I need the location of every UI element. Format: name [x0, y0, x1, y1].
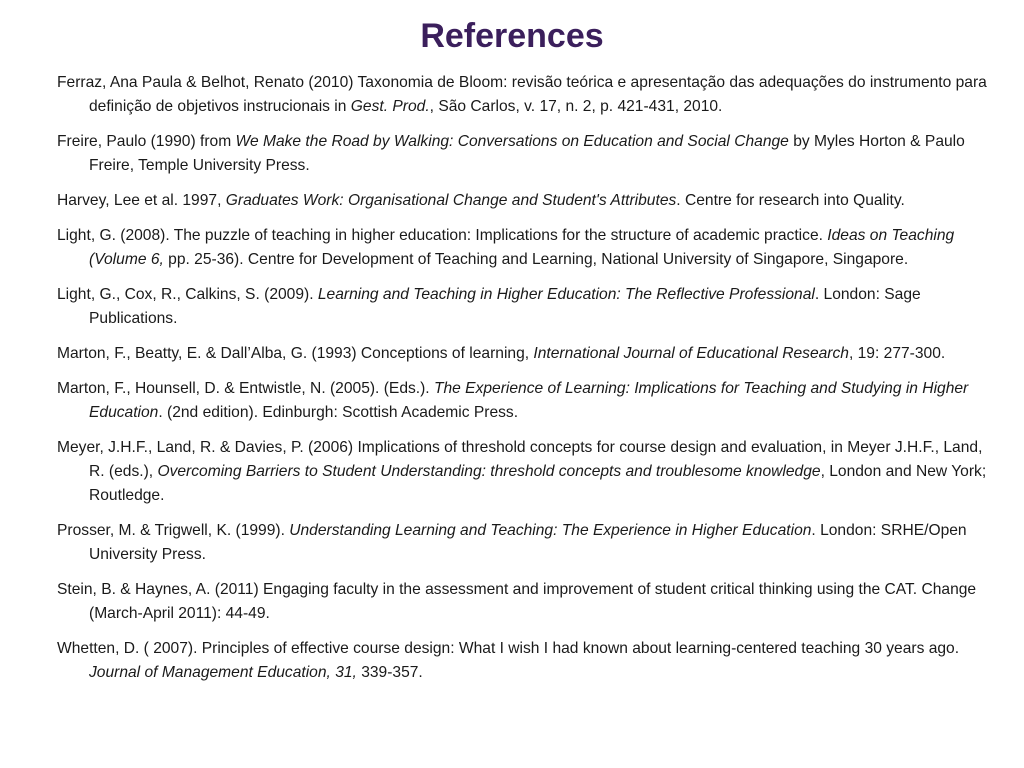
- reference-text-segment: , São Carlos, v. 17, n. 2, p. 421-431, 2010.: [429, 98, 723, 115]
- reference-text-segment: Marton, F., Beatty, E. & Dall’Alba, G. (1993) Conceptions of learning,: [57, 345, 534, 362]
- reference-entry: [57, 224, 991, 272]
- reference-entry: [57, 377, 991, 425]
- reference-entry: [57, 436, 991, 508]
- slide-title: References: [420, 17, 604, 55]
- reference-text-segment: . Centre for research into Quality.: [676, 192, 905, 209]
- reference-entry: [57, 342, 991, 366]
- reference-text-segment: Light, G., Cox, R., Calkins, S. (2009).: [57, 286, 318, 303]
- reference-text-segment: , London and New York; Routledge.: [89, 463, 987, 504]
- reference-text-segment: Light, G. (2008). The puzzle of teaching in higher education: Implications for the structure of academic practice.: [57, 227, 828, 244]
- reference-title-segment: The Experience of Learning: Implications for Teaching and Studying in Higher Education: [89, 380, 969, 421]
- reference-title-segment: Gest. Prod.: [350, 98, 430, 115]
- reference-text-segment: Whetten, D. ( 2007). Principles of effective course design: What I wish I had known about learning-centered teaching 30 years ago.: [57, 640, 960, 657]
- reference-text-segment: Meyer, J.H.F., Land, R. & Davies, P. (2006) Implications of threshold concepts for course design and evaluation, in Meyer J.H.F., Land, R. (eds.),: [57, 439, 983, 480]
- reference-text-segment: Harvey, Lee et al. 1997,: [57, 192, 226, 209]
- reference-title-segment: We Make the Road by Walking: Conversations on Education and Social Change: [235, 133, 789, 150]
- reference-title-segment: International Journal of Educational Research: [533, 345, 849, 362]
- reference-title-segment: Understanding Learning and Teaching: The Experience in Higher Education: [289, 522, 812, 539]
- reference-text-segment: . London: SRHE/Open University Press.: [89, 522, 967, 563]
- reference-entry: [57, 189, 991, 213]
- reference-title-segment: Journal of Management Education, 31,: [89, 664, 357, 681]
- reference-entry: [57, 578, 991, 626]
- reference-text-segment: Freire, Paulo (1990) from: [57, 133, 236, 150]
- reference-entry: [57, 130, 991, 178]
- reference-text-segment: Ferraz, Ana Paula & Belhot, Renato (2010) Taxonomia de Bloom: revisão teórica e apresentação das adequações do instrumento para definição de objetivos instrucionais in: [57, 74, 987, 115]
- reference-text-segment: Stein, B. & Haynes, A. (2011) Engaging faculty in the assessment and improvement of student critical thinking using the CAT. Change (March-April 2011): 44-49.: [57, 581, 977, 622]
- reference-text-segment: , 19: 277-300.: [848, 345, 946, 362]
- reference-text-segment: 339-357.: [356, 664, 423, 681]
- reference-entry: [57, 71, 991, 119]
- reference-text-segment: . London: Sage Publications.: [89, 286, 921, 327]
- reference-title-segment: Learning and Teaching in Higher Education: The Reflective Professional: [317, 286, 815, 303]
- reference-entry: [57, 283, 991, 331]
- reference-title-segment: Ideas on Teaching (Volume 6,: [89, 227, 955, 268]
- reference-entry: [57, 519, 991, 567]
- reference-title-segment: Overcoming Barriers to Student Understanding: threshold concepts and troublesome knowledge: [157, 463, 821, 480]
- reference-text-segment: . (2nd edition). Edinburgh: Scottish Academic Press.: [158, 404, 519, 421]
- reference-entry: [57, 637, 991, 685]
- reference-text-segment: Marton, F., Hounsell, D. & Entwistle, N. (2005). (Eds.).: [57, 380, 434, 397]
- reference-text-segment: Prosser, M. & Trigwell, K. (1999).: [57, 522, 290, 539]
- reference-text-segment: by Myles Horton & Paulo Freire, Temple University Press.: [89, 133, 965, 174]
- reference-text-segment: pp. 25-36). Centre for Development of Teaching and Learning, National University of Singapore, Singapore.: [163, 251, 909, 268]
- reference-list: [57, 71, 991, 696]
- reference-title-segment: Graduates Work: Organisational Change and Student's Attributes: [225, 192, 677, 209]
